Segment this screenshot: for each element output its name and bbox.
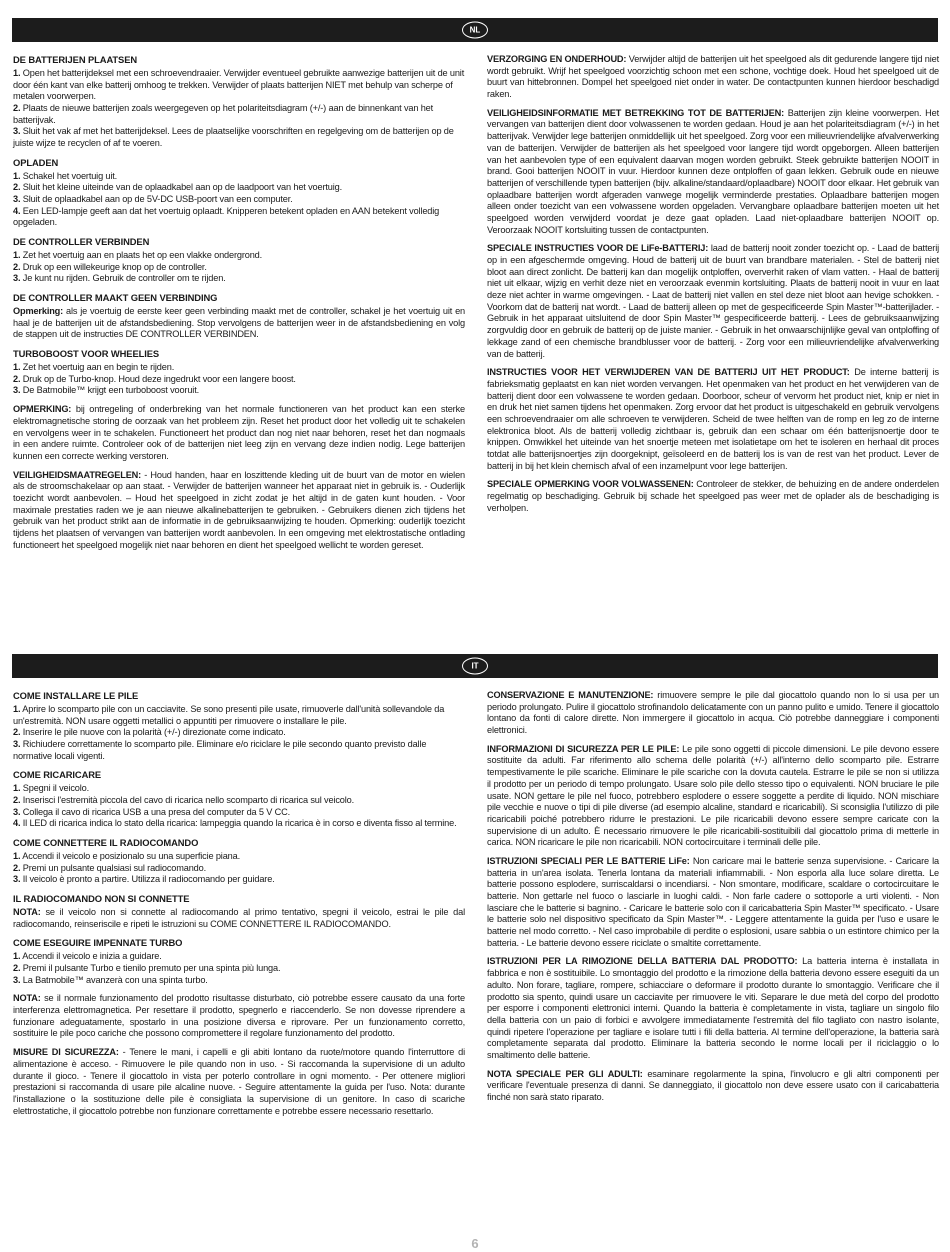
step-number: 3. <box>13 194 21 205</box>
step-text: Sluit het kleine uiteinde van de oplaadkabel aan op de laadpoort van het voertuig. <box>20 182 342 193</box>
step-text: Zet het voertuig aan en begin te rijden. <box>20 362 175 373</box>
step-number: 3. <box>13 126 21 137</box>
section-heading: COME RICARICARE <box>13 769 102 781</box>
step-item <box>13 385 465 397</box>
step-number: 1. <box>13 783 21 794</box>
step-number: 1. <box>13 250 21 261</box>
step-number: 1. <box>13 851 21 861</box>
step-number: 1. <box>13 67 21 78</box>
step-text: Spegni il veicolo. <box>20 783 90 794</box>
paragraph <box>487 1069 939 1104</box>
paragraph <box>13 1047 465 1117</box>
paragraph-text: esaminare regolarmente la spina, l'involucro e gli altri componenti per verificare l'eventuale presenza di danni. Se danneggiato, il giocattolo non deve essere usato con il caricabatteria finché non sarà stato riparato. <box>487 1068 939 1102</box>
step-item <box>13 863 465 875</box>
paragraph-text: La batteria interna è installata in fabbrica e non è sostituibile. Lo smontaggio del prodotto e la rimozione della batteria devono essere eseguiti da un adulto. Non forare, tagliare, rompere, schiacciare o deformare il prodotto durante lo smontaggio. Verificare che il prodotto sia spento, quindi usare un cacciavite per rimuovere le viti. Separare le due metà del corpo del prodotto per esporre i componenti elettronici interni. Quando la batteria è completamente in vista, tagliare un singolo filo della batteria con un paio di forbici e avvolgere immediatamente l'estremità del filo tagliato con nastro isolante, quindi ripetere l'operazione per tagliare e isolare tutti i fili della batteria. Al termine dell'operazione, la batteria sarà completamente separata dal prodotto. Eliminare la batteria secondo le norme locali per il riciclaggio o lo smaltimento delle batterie. <box>487 956 939 1060</box>
paragraph-lead: CONSERVAZIONE E MANUTENZIONE: <box>487 690 654 700</box>
step-text: Premi un pulsante qualsiasi sul radiocomando. <box>20 862 207 873</box>
paragraph <box>487 690 939 737</box>
step-number: 1. <box>13 170 21 181</box>
step-item <box>13 951 465 963</box>
paragraph <box>487 367 939 472</box>
section-heading: DE CONTROLLER MAAKT GEEN VERBINDING <box>13 292 218 304</box>
paragraph <box>487 243 939 360</box>
paragraph-text: - Tenere le mani, i capelli e gli abiti lontano da ruote/motore quando l'interruttore di alimentazione è acceso. - Rimuovere le pile quando non in uso. - Si raccomanda la supervisione di un adulto durante il gioco. - Tenere il giocattolo in vista per poterlo controllare in ogni momento. - Per ottenere migliori prestazioni si raccomanda di usare pile alcaline nuove. - Seguire attentamente la guida per l'uso. Nota: durante l'installazione o la sostituzione delle pile è consigliata la supervisione di un genitore. In caso di scariche elettrostatiche, il giocattolo potrebbe non funzionare correttamente e potrebbe essere necessario resettarlo. <box>13 1047 465 1116</box>
step-text: Collega il cavo di ricarica USB a una presa del computer da 5 V CC. <box>20 806 291 817</box>
step-item <box>13 362 465 374</box>
paragraph-lead: INFORMAZIONI DI SICUREZZA PER LE PILE: <box>487 743 680 754</box>
paragraph <box>487 108 939 237</box>
paragraph-lead: INSTRUCTIES VOOR HET VERWIJDEREN VAN DE BATTERIJ UIT HET PRODUCT: <box>487 367 850 378</box>
step-number: 3. <box>13 874 21 885</box>
step-item <box>13 103 465 126</box>
paragraph-lead: VEILIGHEIDSMAATREGELEN: <box>13 469 142 480</box>
numbered-steps <box>13 362 465 397</box>
step-item <box>13 194 465 206</box>
paragraph-text: - Houd handen, haar en loszittende kleding uit de buurt van de motor en wielen als de stroomschakelaar op aan staat. - Verwijder de batterijen wanneer het apparaat niet in gebruik is. - Ouderlijk toezicht wordt aanbevolen. – Houd het speelgoed in zicht zodat je het altijd in de gaten kunt houden. - Voor maximale prestaties raden we je aan nieuwe alkalinebatterijen te gebruiken. - Gebruikers dienen zich tijdens het gebruik van het product strikt aan de informatie in de gebruiksaanwijzing te houden. Opmerking: ouderlijk toezicht tijdens het plaatsen of vervangen van batterijen wordt aanbevolen. In een omgeving met elektrostatische ontlading functioneert het speelgoed mogelijk niet naar behoren en dient het speelgoed wellicht te worden gereset. <box>13 469 465 550</box>
paragraph-lead: NOTA: <box>13 993 41 1004</box>
section-heading: COME ESEGUIRE IMPENNATE TURBO <box>13 937 183 949</box>
paragraph <box>487 54 939 101</box>
paragraph-text: se il veicolo non si connette al radiocomando al primo tentativo, spegni il veicolo, estrai le pile dal radiocomando, reinseriscile e ripeti le istruzioni su COME CONNETTERE IL RADIOCOMANDO. <box>13 907 465 929</box>
step-text: De Batmobile™ krijgt een turboboost vooruit. <box>20 385 199 396</box>
paragraph <box>13 404 465 462</box>
step-item <box>13 182 465 194</box>
nl-language-badge: NL <box>462 22 488 39</box>
section-heading: OPLADEN <box>13 156 59 168</box>
step-text: Aprire lo scomparto pile con un cacciavite. Se sono presenti pile usate, rimuoverle dall'unità sollevandole da un'estremità. NON usare oggetti metallici o appuntiti per rimuovere o installare le pile. <box>13 703 445 726</box>
numbered-steps <box>13 171 465 229</box>
paragraph-text: Non caricare mai le batterie senza supervisione. - Caricare la batteria in un'area isolata. Tenerla lontana da materiali infiammabili. - Non esporla alla luce solare diretta. Le batterie possono esplodere, surriscaldarsi o incendiarsi. - Non smontare, modificare, scaldare o cortocircuitare le batterie. Non gettarle nel fuoco o lasciarle in luoghi caldi. - Non farle cadere o sottoporle a urti violenti. - Non lasciare che le batterie si bagnino. - Caricare le batterie solo con il caricabatteria Spin Master™ specificato. - Usare le batterie solo nel dispositivo specificato da Spin Master™. - Leggere attentamente la guida per l'uso e usare le batterie nel modo corretto. - Nel caso improbabile di perdite o esplosioni, usare sabbia o un estintore chimico per la batteria. - Le batterie devono essere riciclate o smaltite correttamente. <box>487 855 939 948</box>
step-number: 2. <box>13 373 21 384</box>
step-item <box>13 126 465 149</box>
numbered-steps <box>13 250 465 285</box>
step-text: Druk op een willekeurige knop op de controller. <box>20 261 207 272</box>
paragraph-lead: NOTA SPECIALE PER GLI ADULTI: <box>487 1068 643 1079</box>
paragraph <box>487 744 939 849</box>
step-number: 1. <box>13 703 21 714</box>
section-heading: TURBOBOOST VOOR WHEELIES <box>13 348 160 360</box>
step-number: 3. <box>13 806 21 817</box>
step-number: 4. <box>13 818 21 829</box>
step-item <box>13 807 465 819</box>
step-text: Druk op de Turbo-knop. Houd deze ingedrukt voor een langere boost. <box>20 373 296 384</box>
section-heading: DE BATTERIJEN PLAATSEN <box>13 54 138 65</box>
step-item <box>13 739 465 762</box>
section-heading: DE CONTROLLER VERBINDEN <box>13 236 150 248</box>
it-right-column <box>487 690 939 1111</box>
section-heading: COME CONNETTERE IL RADIOCOMANDO <box>13 837 199 849</box>
step-item <box>13 963 465 975</box>
step-item <box>13 704 465 727</box>
step-text: Premi il pulsante Turbo e tienilo premuto per una spinta più lunga. <box>20 963 281 973</box>
step-number: 2. <box>13 862 21 873</box>
paragraph <box>487 479 939 514</box>
step-item <box>13 206 465 229</box>
paragraph <box>13 470 465 552</box>
page-number: 6 <box>471 1236 479 1251</box>
section-heading: IL RADIOCOMANDO NON SI CONNETTE <box>13 893 190 905</box>
paragraph <box>487 956 939 1061</box>
step-text: Open het batterijdeksel met een schroevendraaier. Verwijder eventueel gebruikte aanwezige batterijen uit de unit door één kant van elke batterij omhoog te trekken. Verwijder of plaats batterijen NIET met behulp van scherpe of metalen voorwerpen. <box>13 67 465 102</box>
step-text: Il LED di ricarica indica lo stato della ricarica: lampeggia quando la ricarica è in corso e diventa fisso al termine. <box>20 818 457 829</box>
paragraph-lead: ISTRUZIONI SPECIALI PER LE BATTERIE LiFe: <box>487 855 690 866</box>
paragraph-lead: ISTRUZIONI PER LA RIMOZIONE DELLA BATTERIA DAL PRODOTTO: <box>487 956 798 967</box>
step-item <box>13 262 465 274</box>
step-text: Een LED-lampje geeft aan dat het voertuig oplaadt. Knipperen betekent opladen en AAN betekent volledig opgeladen. <box>13 205 440 228</box>
paragraph <box>13 907 465 930</box>
step-text: Sluit de oplaadkabel aan op de 5V-DC USB-poort van een computer. <box>20 194 293 205</box>
step-number: 2. <box>13 182 21 193</box>
step-number: 2. <box>13 963 21 973</box>
step-item <box>13 874 465 886</box>
it-left-column <box>13 690 465 1124</box>
paragraph-text: laad de batterij nooit zonder toezicht op. - Laad de batterij op in een afgeschermde omgeving. Houd de batterij uit de buurt van brandbare materialen. - Stel de batterij niet bloot aan direct zonlicht. De batterij kan dan mogelijk ontploffen, oververhit raken of vlam vatten. - Haal de batterij niet uit elkaar, wijzig en verhit deze niet en veroorzaak evenmin kortsluiting. Plaats de batterij nooit in vuur en laat deze niet achter in warme omgevingen. - Laat de batterij niet vallen en stel deze niet bloot aan hevige schokken. - Voorkom dat de batterij nat wordt. - Laad de batterij alleen op met de gespecificeerde Spin Master™-batterijlader. - Gebruik in het apparaat uitsluitend de door Spin Master™ gespecificeerde batterij. - Lees de gebruiksaanwijzing zorgvuldig door en gebruik de batterij op de juiste manier. - Gebruik in het onwaarschijnlijke geval van ontploffing of lekkage zand of een chemische brandblusser voor de batterij. - Zorg voor een milieuvriendelijke afvalverwerking van de batterij. <box>487 243 939 359</box>
paragraph-lead: VEILIGHEIDSINFORMATIE MET BETREKKING TOT DE BATTERIJEN: <box>487 107 784 118</box>
step-text: Inserire le pile nuove con la polarità (+/-) direzionate come indicato. <box>20 727 286 738</box>
step-text: Richiudere correttamente lo scomparto pile. Eliminare e/o riciclare le pile secondo quanto previsto dalle normative locali vigenti. <box>13 739 427 761</box>
step-text: Accendi il veicolo e inizia a guidare. <box>20 951 162 962</box>
step-text: Inserisci l'estremità piccola del cavo di ricarica nello scomparto di ricarica sul veicolo. <box>20 795 355 805</box>
step-number: 2. <box>13 795 21 805</box>
step-number: 1. <box>13 951 21 962</box>
paragraph-lead: OPMERKING: <box>13 404 72 415</box>
nl-right-column <box>487 54 939 521</box>
paragraph-text: Controleer de stekker, de behuizing en de andere onderdelen regelmatig op beschadiging. Gebruik bij schade het speelgoed pas weer met de oplader als de beschadiging is verholpen. <box>487 479 939 513</box>
step-text: Il veicolo è pronto a partire. Utilizza il radiocomando per guidare. <box>20 874 275 885</box>
paragraph-lead: NOTA: <box>13 907 41 917</box>
it-section-bar <box>12 654 938 678</box>
step-item <box>13 975 465 987</box>
step-item <box>13 851 465 863</box>
paragraph <box>13 306 465 341</box>
step-number: 4. <box>13 205 21 216</box>
paragraph-text: De interne batterij is fabrieksmatig geplaatst en kan niet worden vervangen. Het openmaken van het product en het verwijderen van de batterij dient door een volwassene te worden gedaan. Doorboor, scheur of vervorm het product niet, knip er niet in en druk het niet samen tijdens het openmaken. Zorg ervoor dat het product is uitgeschakeld en gebruik vervolgens een schroevendraaier om alle schroeven te verwijderen. Scheid de twee helften van de romp en leg zo de interne elektronica bloot. Als de batterij volledig zichtbaar is, gebruik dan een schaar om één batterijsnoertje door te knippen. Omwikkel het uiteinde van het snoertje meteen met isolatietape om het te isoleren en herhaal dit proces totdat alle batterijsnoertjes zijn doorgeknipt, geïsoleerd en de batterij los is van de rest van het product. Lever de batterij in bij het klein chemisch afval of een inzamelpunt voor lege batterijen. <box>487 367 940 471</box>
paragraph-lead: VERZORGING EN ONDERHOUD: <box>487 54 627 64</box>
step-number: 2. <box>13 261 21 272</box>
step-text: Plaats de nieuwe batterijen zoals weergegeven op het polariteitsdiagram (+/-) aan de binnenkant van het batterijvak. <box>13 103 434 125</box>
paragraph-lead: MISURE DI SICUREZZA: <box>13 1047 119 1058</box>
it-language-badge: IT <box>462 658 488 675</box>
paragraph-text: se il normale funzionamento del prodotto risultasse disturbato, ciò potrebbe essere causato da una forte interferenza elettromagnetica. Per resettare il prodotto, spegnerlo e riaccenderlo. Se non dovesse riprendere a funzionare adeguatamente, spostarlo in una posizione diversa e riprovare. Per un funzionamento corretto, sostituire le pile poco cariche che possono compromettere il regolare funzionamento del prodotto. <box>13 993 465 1039</box>
paragraph <box>487 856 939 950</box>
step-number: 3. <box>13 739 21 749</box>
step-text: La Batmobile™ avanzerà con una spinta turbo. <box>20 974 208 985</box>
step-item <box>13 818 465 830</box>
paragraph-text: Le pile sono oggetti di piccole dimensioni. Le pile devono essere sostituite da adulti. Far riferimento allo schema delle polarità (+/-) all'interno dello scomparto pile. Estrarre tempestivamente le pile scariche. Eliminare le pile scariche con la dovuta cautela. Estrarre le pile se non si utilizza il prodotto per un periodo di tempo prolungato. Usare solo pile dello stesso tipo o equivalenti. NON bruciare le pile usate. NON gettare le pile nel fuoco, potrebbero esplodere o essere soggette a perdite di liquido. NON mischiare pile vecchie e nuove o tipi di pile diverse (ad esempio alcaline, standard e ricaricabili). Si sconsiglia l'utilizzo di pile ricaricabili poiché potrebbero ridurre le prestazioni. Le pile ricaricabili devono essere sempre caricate con la supervisione di un adulto. È necessario rimuovere le pile ricaricabili-sostituibili dal giocattolo prima di metterle in carica. NON ricaricare le pile non ricaricabili. NON cortocircuitare i terminali delle pile. <box>487 743 939 848</box>
step-item <box>13 727 465 739</box>
step-item <box>13 783 465 795</box>
step-item <box>13 68 465 103</box>
step-number: 3. <box>13 273 21 284</box>
section-heading: COME INSTALLARE LE PILE <box>13 690 139 701</box>
numbered-steps <box>13 851 465 886</box>
paragraph-lead: SPECIALE INSTRUCTIES VOOR DE LiFe-BATTERIJ: <box>487 243 709 254</box>
step-item <box>13 250 465 262</box>
nl-section-bar <box>12 18 938 42</box>
step-text: Accendi il veicolo e posizionalo su una superficie piana. <box>20 851 240 861</box>
paragraph-lead: Opmerking: <box>13 306 64 317</box>
paragraph-text: rimuovere sempre le pile dal giocattolo quando non lo si usa per un periodo prolungato. Pulire il giocattolo strofinandolo delicatamente con un panno pulito e umido. Tenere il giocattolo lontano da fonti di calore dirette. Non immergere il giocattolo in acqua. Ciò potrebbe danneggiare i componenti elettronici. <box>487 690 940 736</box>
paragraph-text: als je voertuig de eerste keer geen verbinding maakt met de controller, schakel je het voertuig uit en haal je de batterijen uit de afstandsbediening. Stop vervolgens de batterijen weer in de afstandsbediening en volg de stappen uit de instructies DE CONTROLLER VERBINDEN. <box>13 306 465 340</box>
paragraph <box>13 993 465 1040</box>
step-number: 2. <box>13 103 21 113</box>
paragraph-lead: SPECIALE OPMERKING VOOR VOLWASSENEN: <box>487 479 694 490</box>
numbered-steps <box>13 68 465 150</box>
step-number: 2. <box>13 727 21 738</box>
paragraph-text: Batterijen zijn kleine voorwerpen. Het vervangen van batterijen dient door volwassenen te worden gedaan. Houd je aan het polariteitsdiagram (+/-) in het batterijvak. Verwijder lege batterijen onmiddellijk uit het speelgoed. Zorg voor een milieuvriendelijke afvalverwerking van de batterijen. Verwijder de batterijen als het speelgoed voor langere tijd wordt opgeborgen. Alleen batterijen van het aanbevolen type of een equivalent daarvan mogen worden gebruikt. Steek gebruikte batterijen NOOIT in brand. Gooi batterijen NOOIT in vuur. Hierdoor kunnen deze ontploffen of gaan lekken. Gebruik oude en nieuwe batterijen of verschillende typen batterijen (bijv. alkaline/standaard/oplaadbare) NOOIT door elkaar. Het gebruik van oplaadbare batterijen wordt afgeraden vanwege mogelijk verminderde prestaties. Oplaadbare batterijen mogen alleen onder toezicht van een volwassene worden opgeladen. Vervangbare oplaadbare batterijen moeten uit het speelgoed worden verwijderd voordat je deze gaat opladen. Laad niet-oplaadbare batterijen NOOIT op. Veroorzaak NOOIT kortsluiting tussen de contactpunten. <box>487 107 939 235</box>
step-number: 3. <box>13 974 21 985</box>
step-item <box>13 273 465 285</box>
step-item <box>13 171 465 183</box>
step-item <box>13 374 465 386</box>
numbered-steps <box>13 951 465 986</box>
nl-left-column <box>13 54 465 558</box>
numbered-steps <box>13 783 465 830</box>
step-text: Sluit het vak af met het batterijdeksel. Lees de plaatselijke voorschriften en regelgeving om de batterijen op de juiste wijze te recyclen of af te voeren. <box>13 126 454 149</box>
step-item <box>13 795 465 807</box>
numbered-steps <box>13 704 465 762</box>
step-text: Zet het voertuig aan en plaats het op een vlakke ondergrond. <box>20 250 263 261</box>
paragraph-text: Verwijder altijd de batterijen uit het speelgoed als dit gedurende langere tijd niet wordt gebruikt. Wrijf het speelgoed voorzichtig schoon met een schone, vochtige doek. Houd het speelgoed uit de buurt van hittebronnen. Dompel het speelgoed niet onder in water. De contactpunten kunnen hierdoor beschadigd raken. <box>487 54 939 100</box>
paragraph-text: bij ontregeling of onderbreking van het normale functioneren van het product kan een sterke elektromagnetische storing de oorzaak van het probleem zijn. Reset het product door het volledig uit te schakelen en vervolgens weer in te schakelen. Functioneert het product dan nog niet naar behoren, reset het dan nogmaals in een andere ruimte. Controleer ook of de batterijen niet leeg zijn en vervang deze indien nodig. Lege batterijen kunnen een correcte werking verstoren. <box>13 404 465 461</box>
step-number: 3. <box>13 385 21 396</box>
step-text: Je kunt nu rijden. Gebruik de controller om te rijden. <box>20 273 226 284</box>
step-text: Schakel het voertuig uit. <box>20 170 118 181</box>
step-number: 1. <box>13 362 21 373</box>
